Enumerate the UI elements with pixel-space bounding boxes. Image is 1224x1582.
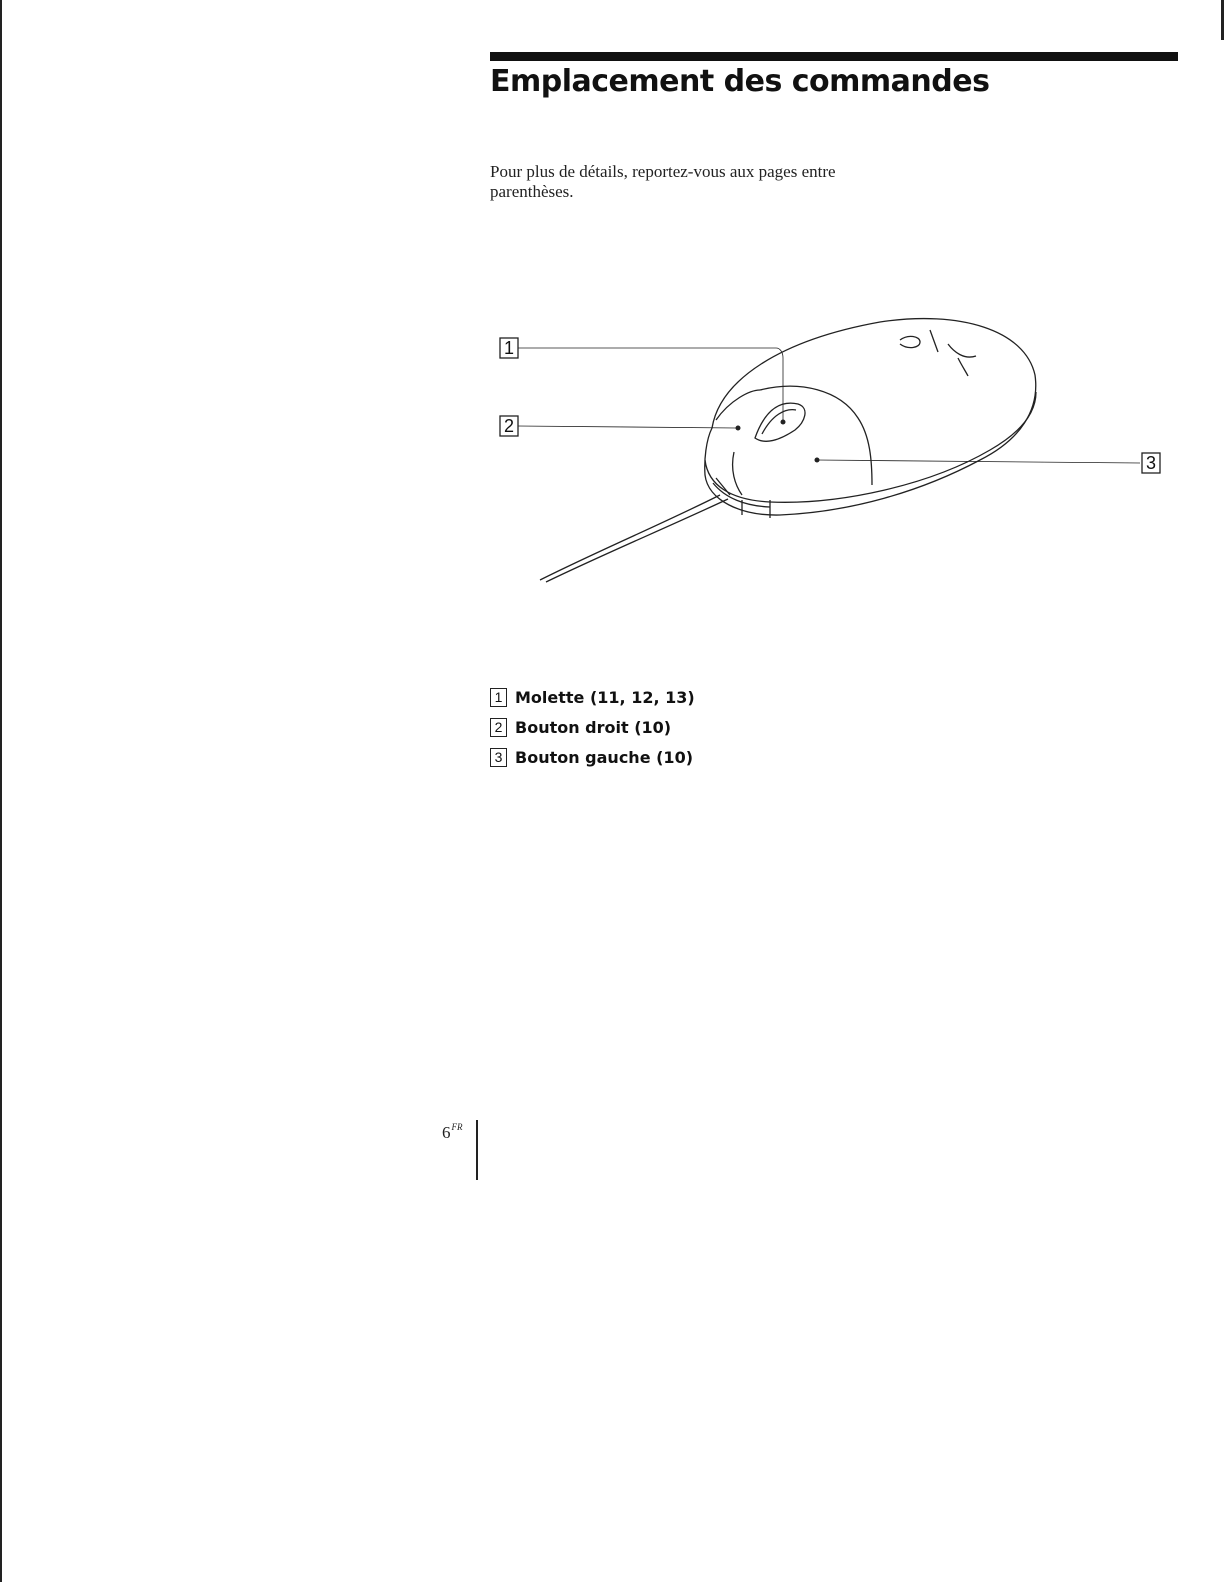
intro-text: Pour plus de détails, reportez-vous aux pages entre parenthèses. [490, 162, 836, 201]
page-left-edge [0, 0, 2, 1582]
callout-leader-2 [518, 426, 736, 428]
page-number-suffix: FR [451, 1122, 463, 1132]
callout-2-label: 2 [504, 416, 515, 436]
page-number [442, 1122, 463, 1143]
legend-number: 3 [490, 748, 507, 767]
legend-list [490, 686, 695, 776]
mouse-buttons [760, 386, 872, 485]
page-title: Emplacement des commandes [490, 64, 990, 99]
callout-1-label: 1 [504, 338, 515, 358]
mouse-illustration [480, 300, 1180, 600]
callout-3-label: 3 [1146, 453, 1157, 473]
page-number-value: 6 [442, 1123, 451, 1142]
legend-number: 2 [490, 718, 507, 737]
callout-leader-1 [518, 348, 783, 420]
legend-item [490, 746, 695, 768]
mouse-cable [540, 495, 720, 580]
vaio-logo-mark [900, 336, 920, 347]
footer-rule [476, 1120, 478, 1180]
mouse-wheel-shape [755, 403, 805, 441]
legend-label: Bouton gauche (10) [515, 747, 694, 767]
title-rule [490, 52, 1178, 61]
legend-number: 1 [490, 688, 507, 707]
legend-item [490, 716, 695, 738]
legend-item [490, 686, 695, 708]
legend-label: Bouton droit (10) [515, 717, 672, 737]
legend-label: Molette (11, 12, 13) [515, 687, 695, 707]
